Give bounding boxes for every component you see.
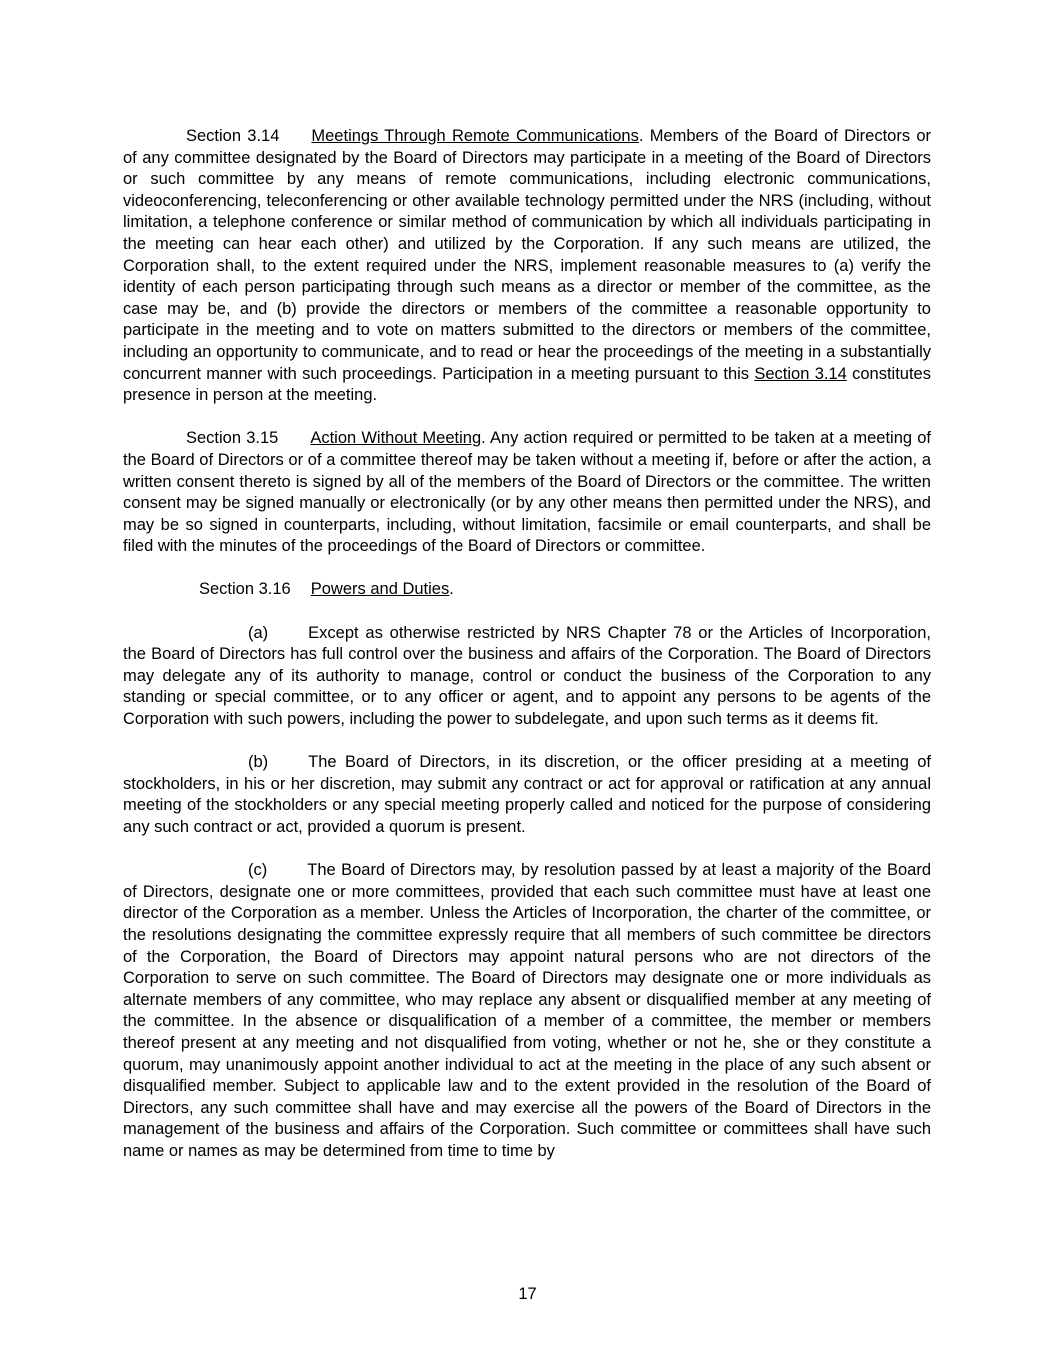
- paragraph-subsection-c: [123, 860, 931, 1162]
- section-3-15-title: Action Without Meeting: [310, 429, 482, 448]
- section-3-16-title: Powers and Duties: [310, 580, 450, 599]
- section-3-14-body-end: constitutes presence in person at the meeting.: [123, 364, 931, 405]
- section-3-14-label: Section 3.14: [186, 127, 280, 145]
- page-number: 17: [518, 1285, 537, 1303]
- section-3-16-title-period: .: [449, 580, 454, 599]
- subsection-b-label: (b): [248, 753, 269, 772]
- paragraph-section-3-16-heading: [123, 579, 931, 601]
- paragraph-section-3-14: [123, 126, 931, 407]
- paragraph-subsection-b: [123, 752, 931, 838]
- subsection-b-body: The Board of Directors, in its discretion, or the officer presiding at a meeting of stockholders, in his or her discretion, may submit any contract or act for approval or ratification at any annual meeting of the stockholders or any special meeting properly called and noticed for the purpose of considering any such contract or act, provided a quorum is present.: [123, 753, 931, 836]
- subsection-c-label: (c): [248, 861, 268, 880]
- document-content: [123, 126, 931, 1184]
- subsection-a-body: Except as otherwise restricted by NRS Chapter 78 or the Articles of Incorporation, the Board of Directors has full control over the business and affairs of the Corporation. The Board of Directors may delegate any of its authority to manage, control or conduct the business of the Corporation to any standing or special committee, or to any officer or agent, and to appoint any persons to be agents of the Corporation with such powers, including the power to subdelegate, and upon such terms as it deems fit.: [123, 623, 931, 729]
- section-3-14-title-period: .: [638, 127, 644, 145]
- section-3-16-label: Section 3.16: [199, 580, 291, 599]
- section-3-15-body: Any action required or permitted to be taken at a meeting of the Board of Directors or of a committee thereof may be taken without a meeting if, before or after the action, a written consent thereto is signed by all of the members of the Board of Directors or the committee. The written consent may be signed manually or electronically (or by any other means then permitted under the NRS), and may be so signed in counterparts, including, without limitation, facsimile or email counterparts, and shall be filed with the minutes of the proceedings of the Board of Directors or committee.: [123, 429, 931, 556]
- subsection-c-body: The Board of Directors may, by resolution passed by at least a majority of the Board of Directors, designate one or more committees, provided that each such committee must have at least one director of the Corporation as a member. Unless the Articles of Incorporation, the charter of the committee, or the resolutions designating the committee expressly require that all members of such committee be directors of the Corporation, the Board of Directors may appoint natural persons who are not directors of the Corporation to serve on such committee. The Board of Directors may designate one or more individuals as alternate members of any committee, who may replace any absent or disqualified member at any meeting of the committee. In the absence or disqualification of a member of a committee, the member or members thereof present at any meeting and not disqualified from voting, whether or not he, she or they constitute a quorum, may unanimously appoint another individual to act at the meeting in the place of any such absent or disqualified member. Subject to applicable law and to the extent provided in the resolution of the Board of Directors, any such committee shall have and may exercise all the powers of the Board of Directors in the management of the business and affairs of the Corporation. Such committee or committees shall have such name or names as may be determined from time to time by: [123, 861, 931, 1160]
- paragraph-subsection-a: [123, 623, 931, 731]
- section-3-14-body: Members of the Board of Directors or of any committee designated by the Board of Directors may participate in a meeting of the Board of Directors or such committee by any means of remote communications, including electronic communications, videoconferencing, teleconferencing or other available technology permitted under the NRS (including, without limitation, a telephone conference or similar method of communication by which all individuals participating in the meeting can hear each other) and utilized by the Corporation. If any such means are utilized, the Corporation shall, to the extent required under the NRS, implement reasonable measures to (a) verify the identity of each person participating through such means as a director or member of the committee, as the case may be, and (b) provide the directors or members of the committee a reasonable opportunity to participate in the meeting and to vote on matters submitted to the directors or members of the committee, including an opportunity to communicate, and to read or hear the proceedings of the meeting in a substantially concurrent manner with such proceedings. Participation in a meeting pursuant to this: [123, 127, 932, 383]
- subsection-a-label: (a): [248, 623, 269, 642]
- section-3-15-label: Section 3.15: [186, 429, 279, 448]
- section-3-14-title: Meetings Through Remote Communications: [311, 127, 639, 145]
- section-3-14-cross-reference: Section 3.14: [754, 364, 847, 383]
- section-3-15-title-period: .: [481, 429, 486, 448]
- paragraph-section-3-15: [123, 428, 931, 558]
